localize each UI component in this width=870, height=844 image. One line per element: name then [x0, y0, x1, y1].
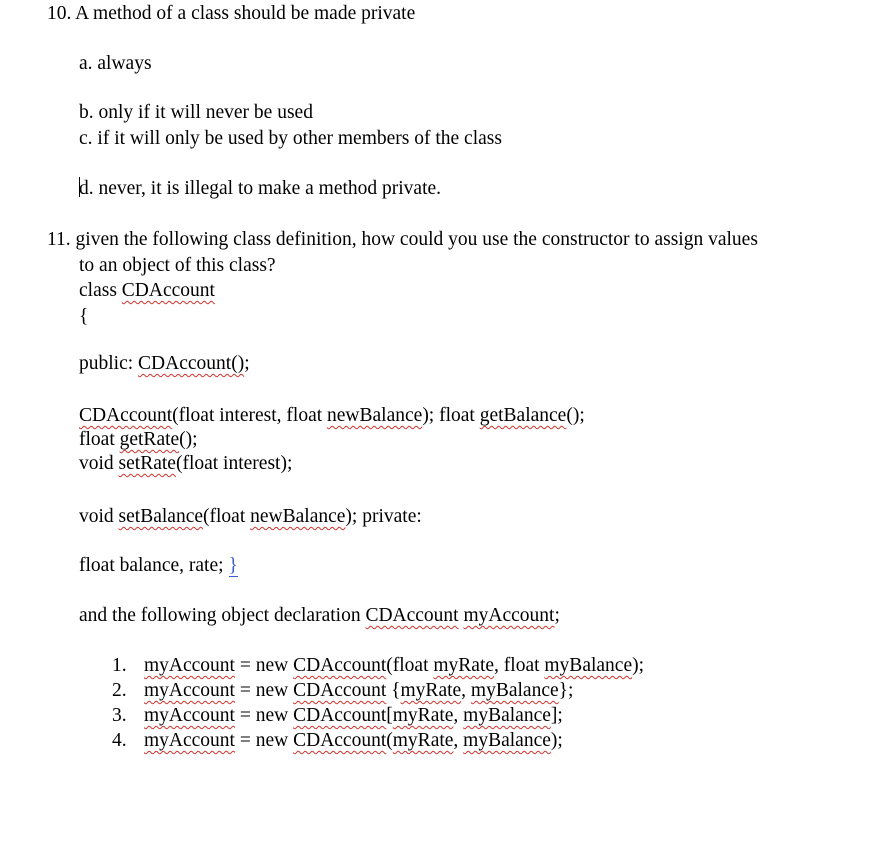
object-decl-var: myAccount: [463, 605, 555, 626]
param-constructor-name: CDAccount: [79, 405, 173, 426]
float-keyword: float: [79, 429, 120, 450]
class-header: [79, 279, 215, 303]
option-mid1: (float: [386, 655, 434, 676]
param-constructor-line: [79, 404, 585, 428]
option-mid1: (: [386, 730, 393, 751]
set-balance-line: [79, 505, 422, 529]
option-mid1: {: [386, 680, 401, 701]
option-arg2: myBalance: [470, 680, 559, 701]
answer-option: [112, 704, 563, 728]
void-keyword: void: [79, 506, 119, 527]
set-rate-line: [79, 452, 292, 476]
param-constructor-mid2: ); float: [422, 405, 480, 426]
option-number: 2.: [112, 680, 127, 701]
option-end: );: [632, 655, 645, 676]
set-rate-method: setRate: [118, 453, 176, 474]
option-arg1: myRate: [400, 680, 462, 701]
q10-option-b: b. only if it will never be used: [79, 102, 313, 123]
option-mid2: ,: [453, 730, 464, 751]
default-constructor: CDAccount(): [138, 353, 245, 374]
q10-option-d: [79, 177, 441, 201]
get-balance-method: getBalance: [479, 405, 567, 426]
set-balance-method: setBalance: [118, 506, 204, 527]
set-rate-end: (float interest);: [175, 453, 293, 474]
option-arg1: myRate: [392, 730, 454, 751]
q10-option-d-letter: d: [79, 178, 89, 199]
option-mid2: ,: [453, 705, 464, 726]
set-balance-end: ); private:: [345, 506, 422, 527]
q10-option-a: a. always: [79, 53, 152, 74]
balance-decl: float balance, rate;: [79, 555, 224, 576]
option-eq: = new: [234, 730, 294, 751]
option-mid1: [: [386, 705, 393, 726]
balance-decl-line: [79, 554, 238, 578]
q11-question-line2: to an object of this class?: [79, 255, 276, 276]
answer-option: [112, 679, 573, 703]
object-decl-class: CDAccount: [365, 605, 459, 626]
get-rate-line: [79, 428, 198, 452]
param-newbalance: newBalance: [327, 405, 423, 426]
option-eq: = new: [234, 680, 294, 701]
option-var: myAccount: [144, 705, 235, 726]
open-brace: {: [79, 306, 89, 327]
option-mid2: , float: [494, 655, 545, 676]
option-var: myAccount: [144, 680, 235, 701]
option-number: 3.: [112, 705, 127, 726]
set-balance-mid: (float: [203, 506, 251, 527]
option-var: myAccount: [144, 730, 235, 751]
option-class: CDAccount: [293, 655, 387, 676]
option-number: 1.: [112, 655, 127, 676]
option-arg1: myRate: [392, 705, 454, 726]
option-class: CDAccount: [293, 680, 387, 701]
q10-option-c: c. if it will only be used by other members of the class: [79, 128, 502, 149]
answer-option: [112, 654, 644, 678]
q10-option-d-text: . never, it is illegal to make a method private.: [88, 178, 442, 199]
option-var: myAccount: [144, 655, 235, 676]
void-keyword: void: [79, 453, 119, 474]
option-arg2: myBalance: [544, 655, 633, 676]
answer-option: [112, 729, 563, 753]
default-constructor-end: ;: [244, 353, 250, 374]
class-name: CDAccount: [121, 280, 215, 301]
object-decl-line: [79, 604, 560, 628]
option-arg2: myBalance: [463, 730, 551, 751]
object-decl-end: ;: [554, 605, 560, 626]
get-rate-end: ();: [179, 429, 198, 450]
option-end: ];: [550, 705, 563, 726]
option-number: 4.: [112, 730, 127, 751]
public-default-constructor: [79, 352, 250, 376]
option-end: };: [558, 680, 574, 701]
set-balance-param: newBalance: [250, 506, 346, 527]
public-label: public:: [79, 353, 139, 374]
class-keyword: class: [79, 280, 122, 301]
option-class: CDAccount: [293, 705, 387, 726]
option-end: );: [550, 730, 563, 751]
option-class: CDAccount: [293, 730, 387, 751]
param-constructor-end: ();: [566, 405, 585, 426]
option-eq: = new: [234, 655, 294, 676]
option-eq: = new: [234, 705, 294, 726]
q11-question-line1: 11. given the following class definition, how could you use the constructor to assign values: [47, 229, 758, 250]
param-constructor-mid1: (float interest, float: [172, 405, 328, 426]
option-arg2: myBalance: [463, 705, 551, 726]
object-decl-prefix: and the following object declaration: [79, 605, 366, 626]
option-mid2: ,: [461, 680, 471, 701]
get-rate-method: getRate: [119, 429, 180, 450]
close-brace: }: [228, 555, 238, 576]
q10-question: 10. A method of a class should be made private: [47, 3, 416, 24]
option-arg1: myRate: [433, 655, 495, 676]
